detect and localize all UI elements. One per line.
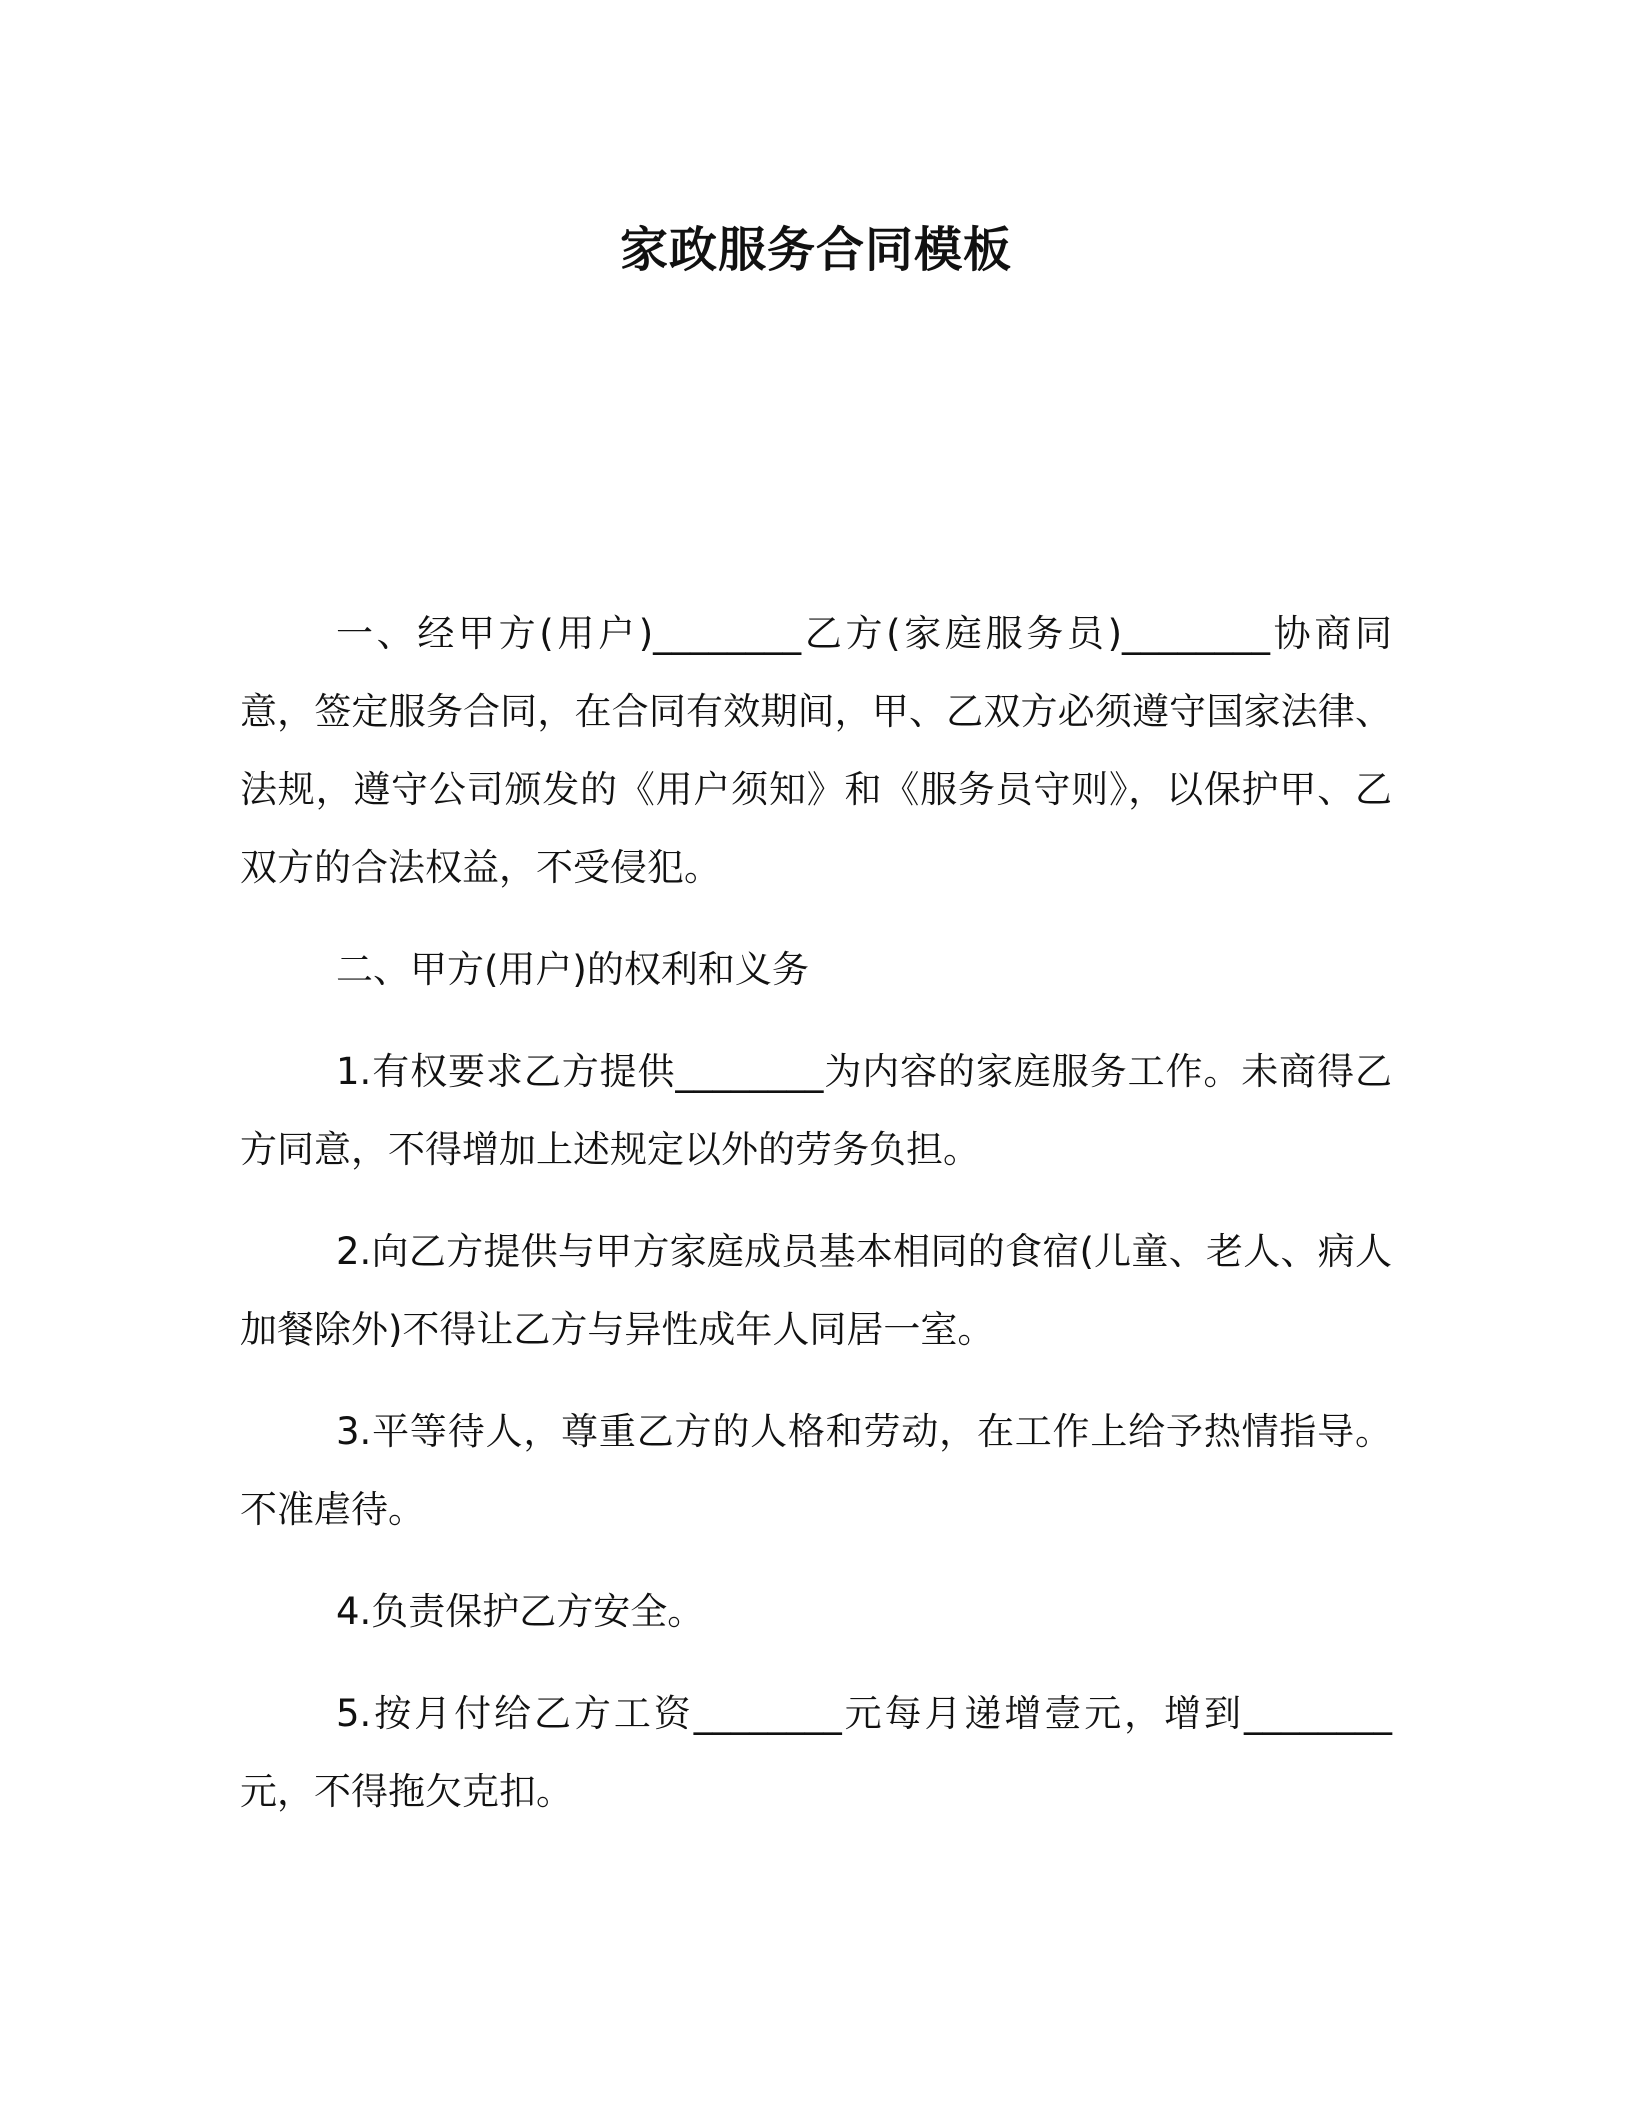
- paragraph-item-1: 1.有权要求乙方提供________为内容的家庭服务工作。未商得乙方同意，不得增加上述规定以外的劳务负担。: [240, 1050, 1392, 1171]
- paragraph-item-2: 2.向乙方提供与甲方家庭成员基本相同的食宿(儿童、老人、病人加餐除外)不得让乙方与异性成年人同居一室。: [240, 1230, 1392, 1351]
- paragraph-item-4: 4.负责保护乙方安全。: [336, 1590, 705, 1633]
- document-body: [240, 595, 1392, 1855]
- document-title: 家政服务合同模板: [619, 222, 1012, 278]
- paragraph-item-5: 5.按月付给乙方工资________元每月递增壹元，增到________元，不得拖欠克扣。: [240, 1692, 1392, 1813]
- paragraph-clause-2-heading: 二、甲方(用户)的权利和义务: [336, 948, 809, 991]
- paragraph-item-3: 3.平等待人，尊重乙方的人格和劳动，在工作上给予热情指导。不准虐待。: [240, 1410, 1392, 1531]
- paragraph-clause-1: 一、经甲方(用户)________乙方(家庭服务员)________协商同意，签定服务合同，在合同有效期间，甲、乙双方必须遵守国家法律、法规，遵守公司颁发的《用户须知》和《服务员守则》，以保护甲、乙双方的合法权益，不受侵犯。: [240, 612, 1392, 889]
